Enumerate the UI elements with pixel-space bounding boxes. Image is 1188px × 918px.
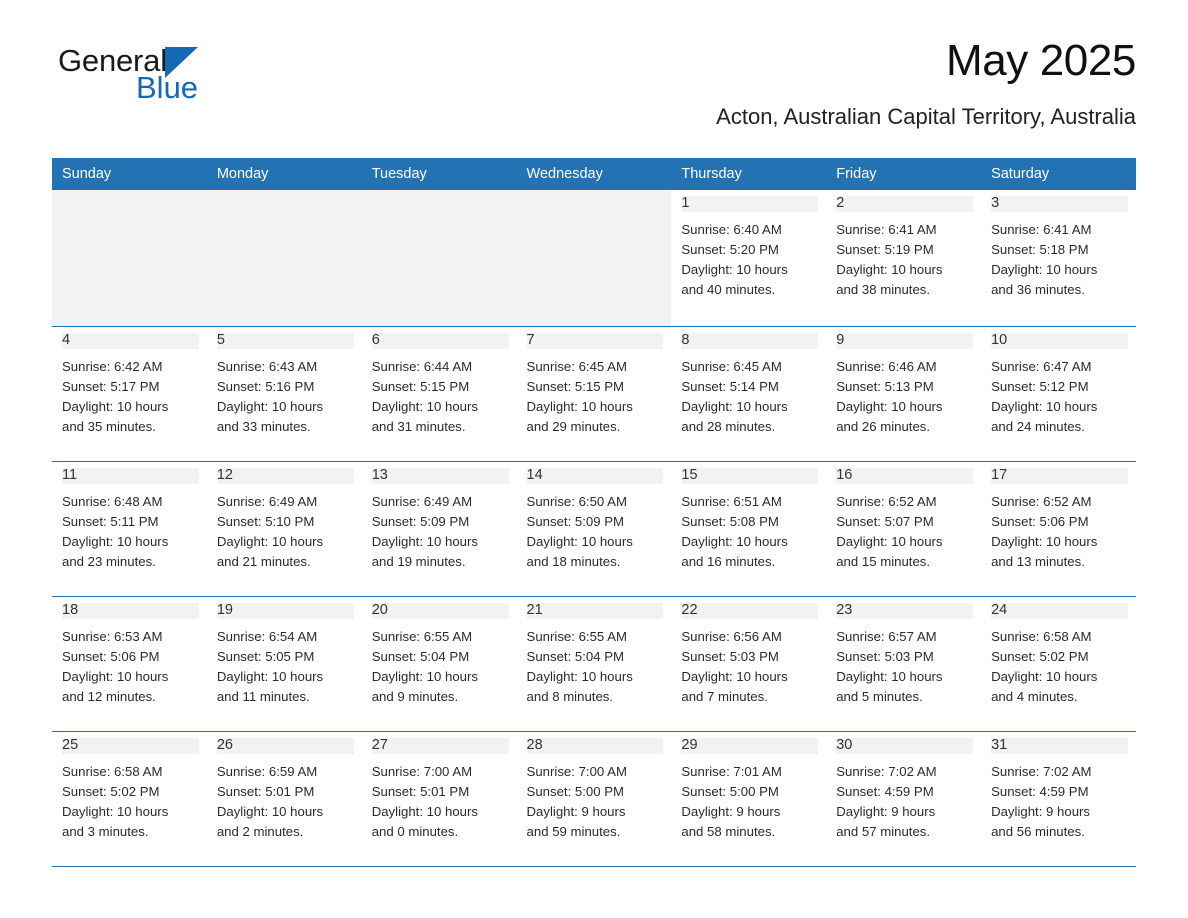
calendar-day-cell bbox=[671, 597, 826, 732]
day-info-line: Daylight: 10 hours bbox=[836, 398, 943, 414]
day-info-line: and 7 minutes. bbox=[681, 688, 768, 704]
day-info-line: Sunrise: 6:58 AM bbox=[991, 628, 1092, 644]
day-number: 14 bbox=[527, 468, 664, 484]
general-blue-logo bbox=[58, 45, 278, 103]
day-number: 27 bbox=[372, 738, 509, 754]
page-title: May 2025 bbox=[945, 36, 1136, 85]
day-number: 6 bbox=[372, 333, 509, 349]
calendar-day-cell bbox=[671, 327, 826, 462]
calendar-day[interactable] bbox=[517, 597, 672, 731]
day-info-line: and 35 minutes. bbox=[62, 418, 156, 434]
day-info-line: Sunrise: 6:57 AM bbox=[836, 628, 937, 644]
day-info-line: and 5 minutes. bbox=[836, 688, 923, 704]
day-info-line: Sunset: 5:02 PM bbox=[62, 783, 160, 799]
calendar-week-row bbox=[52, 190, 1136, 327]
day-info-line: Daylight: 10 hours bbox=[62, 533, 169, 549]
day-info-line: Sunset: 5:09 PM bbox=[526, 513, 625, 529]
day-info-line: Sunset: 5:13 PM bbox=[836, 378, 934, 394]
day-info-line: Sunset: 5:06 PM bbox=[62, 648, 160, 664]
calendar-day[interactable] bbox=[362, 327, 517, 461]
day-info-line: Sunrise: 6:49 AM bbox=[216, 493, 318, 509]
day-number: 7 bbox=[527, 333, 664, 349]
day-info-line: Daylight: 10 hours bbox=[216, 803, 324, 819]
calendar-day[interactable] bbox=[517, 462, 672, 596]
day-number: 24 bbox=[991, 603, 1128, 619]
day-info-line: Sunset: 5:17 PM bbox=[62, 378, 160, 394]
day-info-line: and 16 minutes. bbox=[681, 553, 776, 569]
calendar-day[interactable] bbox=[981, 732, 1136, 866]
day-info-line: and 12 minutes. bbox=[62, 688, 156, 704]
calendar-day[interactable] bbox=[52, 327, 207, 461]
calendar-day[interactable] bbox=[826, 327, 981, 461]
calendar-day[interactable] bbox=[826, 190, 981, 326]
day-info-line: Sunrise: 6:56 AM bbox=[681, 628, 782, 644]
weekday-header-saturday: Saturday bbox=[981, 158, 1136, 190]
day-number: 12 bbox=[217, 468, 354, 484]
day-info-line: Sunset: 5:12 PM bbox=[991, 378, 1089, 394]
day-info-line: Daylight: 10 hours bbox=[681, 398, 788, 414]
day-number: 11 bbox=[62, 468, 199, 484]
weekday-header-sunday: Sunday bbox=[52, 158, 207, 190]
calendar-day-empty bbox=[517, 190, 672, 326]
day-info-line: Sunrise: 6:48 AM bbox=[62, 493, 163, 509]
weekday-header-tuesday: Tuesday bbox=[362, 158, 517, 190]
calendar-day-cell bbox=[517, 462, 672, 597]
day-info-line: Daylight: 10 hours bbox=[62, 398, 169, 414]
day-sun-info bbox=[217, 492, 354, 572]
day-info-line: Sunrise: 6:43 AM bbox=[216, 358, 318, 374]
day-info-line: and 8 minutes. bbox=[526, 688, 614, 704]
day-number: 13 bbox=[372, 468, 509, 484]
month-calendar bbox=[52, 158, 1136, 867]
day-info-line: Sunset: 5:04 PM bbox=[371, 648, 470, 664]
calendar-day-cell bbox=[207, 462, 362, 597]
calendar-day-cell bbox=[362, 597, 517, 732]
day-info-line: Daylight: 10 hours bbox=[371, 533, 478, 549]
day-sun-info bbox=[836, 627, 973, 707]
day-info-line: and 29 minutes. bbox=[526, 418, 621, 434]
day-number bbox=[372, 196, 509, 212]
day-info-line: Daylight: 10 hours bbox=[991, 533, 1098, 549]
page-header bbox=[52, 0, 1136, 129]
day-info-line: Sunrise: 6:44 AM bbox=[371, 358, 473, 374]
day-info-line: and 21 minutes. bbox=[216, 553, 311, 569]
calendar-day-cell bbox=[52, 462, 207, 597]
calendar-day[interactable] bbox=[671, 732, 826, 866]
calendar-week-row bbox=[52, 597, 1136, 732]
day-info-line: Sunset: 5:00 PM bbox=[526, 783, 625, 799]
day-info-line: Sunrise: 6:53 AM bbox=[62, 628, 163, 644]
calendar-day-cell bbox=[826, 597, 981, 732]
day-sun-info bbox=[62, 762, 199, 842]
calendar-day-cell bbox=[207, 597, 362, 732]
calendar-body bbox=[52, 190, 1136, 867]
day-sun-info bbox=[527, 627, 664, 707]
day-number: 5 bbox=[217, 333, 354, 349]
day-info-line: Sunrise: 6:41 AM bbox=[836, 221, 937, 237]
day-sun-info bbox=[372, 627, 509, 707]
day-info-line: and 38 minutes. bbox=[836, 281, 931, 297]
day-number: 19 bbox=[217, 603, 354, 619]
day-info-line: Sunrise: 6:42 AM bbox=[62, 358, 163, 374]
day-info-line: and 40 minutes. bbox=[681, 281, 776, 297]
day-sun-info bbox=[527, 357, 664, 437]
day-info-line: Sunrise: 7:00 AM bbox=[371, 763, 473, 779]
day-info-line: and 36 minutes. bbox=[991, 281, 1085, 297]
calendar-day[interactable] bbox=[362, 462, 517, 596]
calendar-day[interactable] bbox=[207, 327, 362, 461]
calendar-day[interactable] bbox=[826, 732, 981, 866]
calendar-day[interactable] bbox=[362, 732, 517, 866]
day-sun-info bbox=[991, 762, 1128, 842]
day-sun-info bbox=[62, 357, 199, 437]
calendar-week-row bbox=[52, 462, 1136, 597]
day-info-line: and 0 minutes. bbox=[371, 823, 459, 839]
weekday-header-thursday: Thursday bbox=[671, 158, 826, 190]
day-info-line: Sunrise: 7:02 AM bbox=[991, 763, 1092, 779]
day-info-line: Sunrise: 7:01 AM bbox=[681, 763, 782, 779]
day-info-line: and 19 minutes. bbox=[371, 553, 466, 569]
calendar-day-cell bbox=[362, 462, 517, 597]
day-info-line: Daylight: 10 hours bbox=[371, 398, 478, 414]
day-info-line: Daylight: 10 hours bbox=[526, 398, 633, 414]
calendar-day-cell bbox=[671, 732, 826, 867]
day-info-line: and 18 minutes. bbox=[526, 553, 621, 569]
day-sun-info bbox=[217, 762, 354, 842]
day-sun-info bbox=[836, 220, 973, 300]
day-sun-info bbox=[836, 492, 973, 572]
weekday-header-friday: Friday bbox=[826, 158, 981, 190]
day-info-line: Sunrise: 6:59 AM bbox=[216, 763, 318, 779]
day-info-line: Sunrise: 6:54 AM bbox=[216, 628, 318, 644]
day-info-line: Sunrise: 6:46 AM bbox=[836, 358, 937, 374]
day-info-line: Daylight: 9 hours bbox=[836, 803, 936, 819]
logo-text-blue: Blue bbox=[136, 70, 199, 105]
day-info-line: Daylight: 10 hours bbox=[991, 398, 1098, 414]
calendar-day-cell bbox=[981, 327, 1136, 462]
day-info-line: Sunrise: 6:40 AM bbox=[681, 221, 782, 237]
day-info-line: Sunset: 5:18 PM bbox=[991, 241, 1089, 257]
calendar-day-cell bbox=[52, 597, 207, 732]
day-info-line: Daylight: 10 hours bbox=[216, 533, 324, 549]
calendar-day-cell bbox=[362, 327, 517, 462]
calendar-day[interactable] bbox=[671, 597, 826, 731]
day-info-line: Sunrise: 6:47 AM bbox=[991, 358, 1092, 374]
day-info-line: and 26 minutes. bbox=[836, 418, 931, 434]
day-info-line: and 31 minutes. bbox=[371, 418, 466, 434]
calendar-day-cell bbox=[826, 462, 981, 597]
day-info-line: Daylight: 10 hours bbox=[526, 668, 633, 684]
day-info-line: Sunset: 5:04 PM bbox=[526, 648, 625, 664]
day-number bbox=[217, 196, 354, 212]
day-info-line: Sunset: 5:06 PM bbox=[991, 513, 1089, 529]
calendar-day-empty bbox=[52, 190, 207, 326]
day-info-line: Sunrise: 6:52 AM bbox=[836, 493, 937, 509]
calendar-day[interactable] bbox=[826, 597, 981, 731]
calendar-day[interactable] bbox=[207, 462, 362, 596]
calendar-day[interactable] bbox=[671, 190, 826, 326]
day-info-line: Sunset: 5:00 PM bbox=[681, 783, 779, 799]
day-info-line: Daylight: 9 hours bbox=[681, 803, 781, 819]
day-info-line: Daylight: 10 hours bbox=[836, 668, 943, 684]
day-sun-info bbox=[681, 357, 818, 437]
day-info-line: Daylight: 10 hours bbox=[681, 533, 788, 549]
day-number: 16 bbox=[836, 468, 973, 484]
day-info-line: Daylight: 10 hours bbox=[371, 668, 478, 684]
day-info-line: Sunset: 5:02 PM bbox=[991, 648, 1089, 664]
page-subtitle: Acton, Australian Capital Territory, Australia bbox=[716, 104, 1136, 129]
calendar-day-cell bbox=[826, 732, 981, 867]
calendar-day-empty bbox=[362, 190, 517, 326]
day-info-line: Sunset: 5:14 PM bbox=[681, 378, 779, 394]
day-number bbox=[62, 196, 199, 212]
day-info-line: Sunrise: 7:02 AM bbox=[836, 763, 937, 779]
day-number: 28 bbox=[527, 738, 664, 754]
calendar-day[interactable] bbox=[52, 597, 207, 731]
day-number: 9 bbox=[836, 333, 973, 349]
calendar-day-cell bbox=[517, 732, 672, 867]
calendar-day-cell bbox=[671, 190, 826, 327]
day-sun-info bbox=[372, 492, 509, 572]
calendar-day-cell bbox=[981, 732, 1136, 867]
day-info-line: and 24 minutes. bbox=[991, 418, 1085, 434]
day-info-line: Sunrise: 6:51 AM bbox=[681, 493, 782, 509]
day-info-line: Daylight: 10 hours bbox=[991, 261, 1098, 277]
day-info-line: Sunset: 5:09 PM bbox=[371, 513, 470, 529]
day-sun-info bbox=[681, 762, 818, 842]
calendar-day[interactable] bbox=[981, 327, 1136, 461]
day-info-line: and 33 minutes. bbox=[216, 418, 311, 434]
day-info-line: Sunset: 5:15 PM bbox=[526, 378, 625, 394]
day-info-line: Daylight: 10 hours bbox=[216, 398, 324, 414]
calendar-day-cell bbox=[826, 190, 981, 327]
calendar-day-cell bbox=[517, 190, 672, 327]
calendar-week-row bbox=[52, 732, 1136, 867]
day-info-line: Sunrise: 6:55 AM bbox=[371, 628, 473, 644]
day-info-line: Sunrise: 6:52 AM bbox=[991, 493, 1092, 509]
day-info-line: and 3 minutes. bbox=[62, 823, 149, 839]
calendar-day[interactable] bbox=[207, 732, 362, 866]
day-sun-info bbox=[527, 492, 664, 572]
day-info-line: and 15 minutes. bbox=[836, 553, 931, 569]
calendar-day[interactable] bbox=[362, 597, 517, 731]
calendar-day-cell bbox=[826, 327, 981, 462]
calendar-day[interactable] bbox=[52, 732, 207, 866]
day-number: 1 bbox=[681, 196, 818, 212]
weekday-header-row bbox=[52, 158, 1136, 190]
day-info-line: Daylight: 10 hours bbox=[62, 803, 169, 819]
day-number: 10 bbox=[991, 333, 1128, 349]
day-info-line: Sunrise: 6:49 AM bbox=[371, 493, 473, 509]
day-number: 15 bbox=[681, 468, 818, 484]
logo-text-general: General bbox=[58, 43, 167, 78]
calendar-day[interactable] bbox=[52, 462, 207, 596]
day-info-line: and 28 minutes. bbox=[681, 418, 776, 434]
day-number: 30 bbox=[836, 738, 973, 754]
day-info-line: Sunset: 5:07 PM bbox=[836, 513, 934, 529]
calendar-day[interactable] bbox=[826, 462, 981, 596]
day-number: 17 bbox=[991, 468, 1128, 484]
day-info-line: Sunset: 5:08 PM bbox=[681, 513, 779, 529]
day-info-line: Daylight: 10 hours bbox=[836, 533, 943, 549]
day-number: 31 bbox=[991, 738, 1128, 754]
day-info-line: Sunset: 5:15 PM bbox=[371, 378, 470, 394]
day-info-line: Sunrise: 6:45 AM bbox=[526, 358, 627, 374]
day-sun-info bbox=[527, 762, 664, 842]
calendar-day-cell bbox=[207, 732, 362, 867]
day-info-line: and 56 minutes. bbox=[991, 823, 1085, 839]
calendar-day-cell bbox=[981, 597, 1136, 732]
calendar-day-cell bbox=[362, 190, 517, 327]
day-sun-info bbox=[681, 220, 818, 300]
day-number: 2 bbox=[836, 196, 973, 212]
calendar-day-cell bbox=[52, 327, 207, 462]
calendar-day[interactable] bbox=[207, 597, 362, 731]
day-number: 3 bbox=[991, 196, 1128, 212]
day-info-line: Sunset: 5:20 PM bbox=[681, 241, 779, 257]
day-info-line: Daylight: 9 hours bbox=[526, 803, 626, 819]
day-sun-info bbox=[217, 357, 354, 437]
calendar-day[interactable] bbox=[517, 327, 672, 461]
day-info-line: Sunrise: 6:50 AM bbox=[526, 493, 627, 509]
day-info-line: Sunrise: 6:55 AM bbox=[526, 628, 627, 644]
day-info-line: Sunrise: 7:00 AM bbox=[526, 763, 627, 779]
day-info-line: and 58 minutes. bbox=[681, 823, 776, 839]
day-sun-info bbox=[991, 357, 1128, 437]
day-sun-info bbox=[991, 492, 1128, 572]
day-sun-info bbox=[836, 762, 973, 842]
day-info-line: Sunset: 5:11 PM bbox=[62, 513, 159, 529]
day-number: 23 bbox=[836, 603, 973, 619]
day-info-line: Sunset: 5:05 PM bbox=[216, 648, 315, 664]
day-info-line: Sunset: 5:01 PM bbox=[371, 783, 470, 799]
day-sun-info bbox=[991, 220, 1128, 300]
day-sun-info bbox=[372, 762, 509, 842]
day-info-line: Daylight: 10 hours bbox=[62, 668, 169, 684]
weekday-header-monday: Monday bbox=[207, 158, 362, 190]
day-sun-info bbox=[836, 357, 973, 437]
calendar-day-cell bbox=[517, 327, 672, 462]
day-number: 18 bbox=[62, 603, 199, 619]
day-number: 25 bbox=[62, 738, 199, 754]
day-info-line: and 11 minutes. bbox=[216, 688, 310, 704]
day-info-line: Sunset: 4:59 PM bbox=[836, 783, 934, 799]
day-info-line: Daylight: 10 hours bbox=[836, 261, 943, 277]
day-info-line: Sunset: 5:01 PM bbox=[216, 783, 315, 799]
day-sun-info bbox=[681, 627, 818, 707]
day-info-line: Sunrise: 6:41 AM bbox=[991, 221, 1092, 237]
day-number: 8 bbox=[681, 333, 818, 349]
day-info-line: Daylight: 10 hours bbox=[681, 261, 788, 277]
day-sun-info bbox=[372, 357, 509, 437]
calendar-day-cell bbox=[52, 732, 207, 867]
day-info-line: Daylight: 10 hours bbox=[371, 803, 478, 819]
weekday-header-wednesday: Wednesday bbox=[517, 158, 672, 190]
day-number: 29 bbox=[681, 738, 818, 754]
calendar-day-cell bbox=[671, 462, 826, 597]
day-number: 4 bbox=[62, 333, 199, 349]
day-info-line: Daylight: 10 hours bbox=[216, 668, 324, 684]
day-info-line: Daylight: 9 hours bbox=[991, 803, 1091, 819]
day-info-line: Daylight: 10 hours bbox=[681, 668, 788, 684]
calendar-day[interactable] bbox=[671, 462, 826, 596]
day-number bbox=[527, 196, 664, 212]
calendar-day[interactable] bbox=[981, 597, 1136, 731]
day-info-line: Daylight: 10 hours bbox=[526, 533, 633, 549]
day-number: 21 bbox=[527, 603, 664, 619]
logo-triangle-icon bbox=[165, 47, 198, 78]
calendar-day[interactable] bbox=[981, 190, 1136, 326]
day-info-line: and 4 minutes. bbox=[991, 688, 1078, 704]
day-info-line: and 59 minutes. bbox=[526, 823, 621, 839]
day-info-line: Sunset: 4:59 PM bbox=[991, 783, 1089, 799]
calendar-day-cell bbox=[207, 190, 362, 327]
day-sun-info bbox=[217, 627, 354, 707]
calendar-day[interactable] bbox=[981, 462, 1136, 596]
day-info-line: Sunset: 5:10 PM bbox=[216, 513, 315, 529]
day-sun-info bbox=[681, 492, 818, 572]
day-sun-info bbox=[62, 627, 199, 707]
day-info-line: Sunset: 5:19 PM bbox=[836, 241, 934, 257]
calendar-day[interactable] bbox=[671, 327, 826, 461]
calendar-day-cell bbox=[981, 462, 1136, 597]
day-number: 20 bbox=[372, 603, 509, 619]
calendar-day-cell bbox=[981, 190, 1136, 327]
day-sun-info bbox=[991, 627, 1128, 707]
calendar-week-row bbox=[52, 327, 1136, 462]
calendar-day-cell bbox=[207, 327, 362, 462]
day-sun-info bbox=[62, 492, 199, 572]
day-info-line: and 23 minutes. bbox=[62, 553, 156, 569]
calendar-day-cell bbox=[362, 732, 517, 867]
day-info-line: and 2 minutes. bbox=[216, 823, 304, 839]
calendar-day-empty bbox=[207, 190, 362, 326]
day-info-line: Sunrise: 6:58 AM bbox=[62, 763, 163, 779]
day-number: 22 bbox=[681, 603, 818, 619]
calendar-day[interactable] bbox=[517, 732, 672, 866]
day-info-line: Sunset: 5:03 PM bbox=[681, 648, 779, 664]
day-number: 26 bbox=[217, 738, 354, 754]
day-info-line: and 13 minutes. bbox=[991, 553, 1085, 569]
day-info-line: Daylight: 10 hours bbox=[991, 668, 1098, 684]
calendar-day-cell bbox=[52, 190, 207, 327]
day-info-line: and 57 minutes. bbox=[836, 823, 931, 839]
day-info-line: Sunrise: 6:45 AM bbox=[681, 358, 782, 374]
day-info-line: Sunset: 5:03 PM bbox=[836, 648, 934, 664]
calendar-day-cell bbox=[517, 597, 672, 732]
day-info-line: Sunset: 5:16 PM bbox=[216, 378, 315, 394]
day-info-line: and 9 minutes. bbox=[371, 688, 459, 704]
